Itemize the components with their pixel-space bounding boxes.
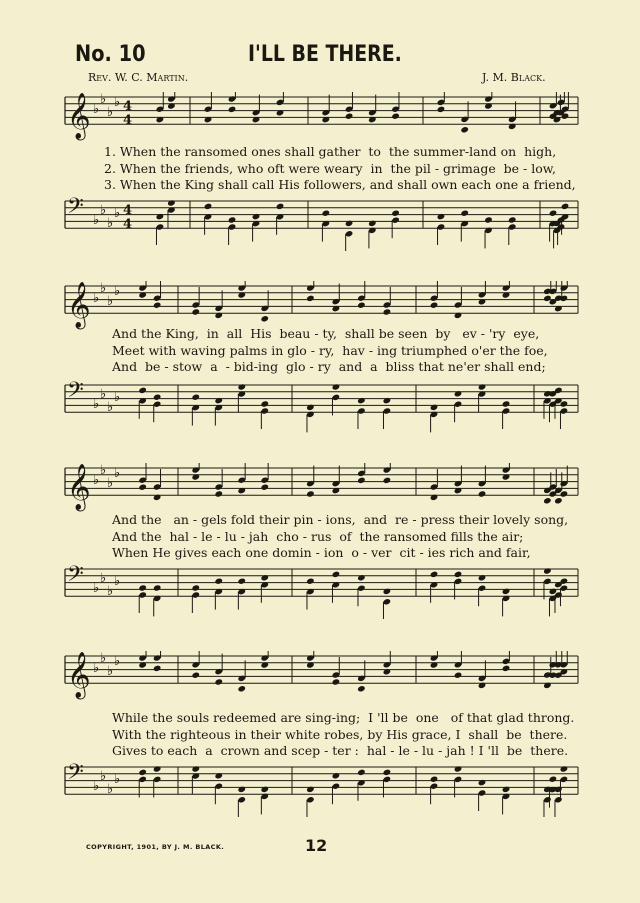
flat-icon: ♭ [100, 92, 107, 107]
bass-staff-4 [0, 762, 640, 817]
note-head [260, 315, 269, 322]
note-head [430, 776, 439, 783]
bass-clef-icon: 𝄢 [67, 564, 84, 592]
note-head [237, 786, 246, 793]
treble-clef-icon: 𝄞 [67, 652, 91, 699]
note-head [306, 295, 315, 302]
flat-icon: ♭ [100, 281, 107, 296]
lyric-verse-3: And be - stow a - bid-ing glo - ry and a bliss that ne'er shall end; [112, 359, 546, 374]
note-head [460, 126, 469, 133]
note-head [478, 574, 487, 581]
flat-icon: ♭ [100, 571, 107, 586]
note-head [191, 584, 200, 591]
note-head [454, 571, 463, 578]
note-head [237, 383, 246, 390]
note-head [191, 765, 200, 772]
flat-icon: ♭ [100, 769, 107, 784]
note-head [383, 769, 392, 776]
note-head [543, 567, 552, 574]
lyric-verse-3: When He gives each one domin - ion o - ver cit - ies rich and fair, [112, 545, 531, 560]
flat-icon: ♭ [93, 291, 100, 306]
note-head [332, 571, 341, 578]
note-head [332, 772, 341, 779]
note-head [357, 477, 366, 484]
note-head [332, 383, 341, 390]
lyric-verse-2: Meet with waving palms in glo - ry, hav - ing triumphed o'er the foe, [112, 342, 548, 358]
hymn-title: I'LL BE THERE. [248, 42, 402, 67]
note-head [153, 765, 162, 772]
note-head [322, 210, 331, 217]
note-head [554, 786, 563, 793]
bass-staff-2 [0, 380, 640, 435]
flat-icon: ♭ [107, 105, 114, 120]
flat-icon: ♭ [107, 294, 114, 309]
note-head [549, 776, 558, 783]
lyric-verse-3: 3. When the King shall call His followers, and shall own each one a friend, [104, 177, 576, 192]
note-head [430, 571, 439, 578]
flat-icon: ♭ [100, 463, 107, 478]
bass-staff-1 [0, 196, 640, 251]
note-head [228, 216, 237, 223]
note-head [502, 786, 511, 793]
note-head [478, 383, 487, 390]
note-head [357, 302, 366, 309]
lyric-verse-2: 2. When the friends, who oft were weary in the pil - grimage be - low, [104, 160, 556, 176]
note-head [430, 302, 439, 309]
note-head [306, 786, 315, 793]
composer-credit: J. M. Black. [482, 71, 546, 84]
flat-icon: ♭ [107, 664, 114, 679]
lyrics-block-1 [104, 144, 574, 194]
note-head [560, 295, 569, 302]
note-head [214, 772, 223, 779]
note-head [560, 765, 569, 772]
note-head [430, 404, 439, 411]
note-head [306, 490, 315, 497]
note-head [554, 497, 563, 504]
flat-icon: ♭ [107, 584, 114, 599]
note-head [383, 397, 392, 404]
note-head [191, 308, 200, 315]
note-head [306, 578, 315, 585]
lyric-verse-3: Gives to each a crown and scep - ter : hal - le - lu - jah ! I 'll be there. [112, 743, 569, 758]
note-head [502, 400, 511, 407]
note-head [276, 203, 285, 210]
flat-icon: ♭ [100, 203, 107, 218]
note-head [252, 213, 261, 220]
lyric-verse-2: And the hal - le - lu - jah cho - rus of the ransomed fills the air; [112, 528, 524, 544]
treble-staff-2 [0, 281, 640, 331]
hymn-number: No. 10 [75, 42, 146, 67]
time-sig-bottom: 4 [123, 217, 133, 232]
note-head [454, 390, 463, 397]
bass-clef-icon: 𝄢 [67, 762, 84, 790]
lyric-verse-1: And the an - gels fold their pin - ions, and re - press their lovely song, [112, 512, 569, 527]
note-head [237, 685, 246, 692]
time-sig-bottom: 4 [123, 113, 133, 128]
note-head [357, 397, 366, 404]
copyright-notice: COPYRIGHT, 1901, BY J. M. BLACK. [86, 843, 225, 851]
note-head [214, 490, 223, 497]
note-head [156, 213, 165, 220]
note-head [460, 210, 469, 217]
note-head [478, 779, 487, 786]
note-head [391, 113, 400, 120]
note-head [345, 220, 354, 227]
note-head [138, 484, 147, 491]
flat-icon: ♭ [93, 102, 100, 117]
note-head [454, 765, 463, 772]
note-head [437, 213, 446, 220]
note-head [306, 404, 315, 411]
flat-icon: ♭ [114, 654, 121, 669]
treble-staff-3 [0, 463, 640, 513]
note-head [437, 106, 446, 113]
lyric-verse-2: With the righteous in their white robes, by His grace, I shall be there. [112, 726, 568, 742]
note-head [478, 490, 487, 497]
time-sig-top: 4 [123, 99, 133, 114]
note-head [153, 394, 162, 401]
treble-clef-icon: 𝄞 [67, 464, 91, 511]
bass-clef-icon: 𝄢 [67, 196, 84, 224]
flat-icon: ♭ [114, 574, 121, 589]
note-head [454, 672, 463, 679]
note-head [138, 387, 147, 394]
flat-icon: ♭ [114, 206, 121, 221]
flat-icon: ♭ [114, 284, 121, 299]
note-head [357, 769, 366, 776]
flat-icon: ♭ [93, 213, 100, 228]
note-head [543, 497, 552, 504]
note-head [357, 685, 366, 692]
note-head [214, 678, 223, 685]
note-head [332, 678, 341, 685]
note-head [549, 210, 558, 217]
lyrics-block-3 [112, 512, 582, 562]
note-head [260, 484, 269, 491]
flat-icon: ♭ [100, 651, 107, 666]
page-number: 12 [305, 836, 328, 855]
note-head [260, 786, 269, 793]
flat-icon: ♭ [107, 476, 114, 491]
flat-icon: ♭ [107, 400, 114, 415]
note-head [214, 397, 223, 404]
flat-icon: ♭ [93, 473, 100, 488]
treble-clef-icon: 𝄞 [67, 282, 91, 329]
note-head [237, 578, 246, 585]
treble-clef-icon: 𝄞 [67, 93, 91, 140]
flat-icon: ♭ [107, 782, 114, 797]
time-sig-top: 4 [123, 203, 133, 218]
note-head [502, 665, 511, 672]
bass-clef-icon: 𝄢 [67, 380, 84, 408]
note-head [191, 672, 200, 679]
lyrics-block-4 [112, 710, 582, 760]
note-head [561, 203, 570, 210]
flat-icon: ♭ [93, 397, 100, 412]
note-head [228, 106, 237, 113]
bass-staff-3 [0, 564, 640, 619]
flat-icon: ♭ [114, 95, 121, 110]
treble-staff-4 [0, 651, 640, 701]
lyric-verse-1: And the King, in all His beau - ty, shall be seen by ev - 'ry eye, [112, 326, 540, 341]
note-head [260, 574, 269, 581]
note-head [153, 302, 162, 309]
lyric-verse-1: 1. When the ransomed ones shall gather to the summer-land on high, [104, 144, 557, 159]
flat-icon: ♭ [100, 387, 107, 402]
flat-icon: ♭ [93, 779, 100, 794]
note-head [153, 665, 162, 672]
note-head [138, 769, 147, 776]
note-head [357, 574, 366, 581]
lyrics-block-2 [112, 326, 582, 376]
lyric-verse-1: While the souls redeemed are sing-ing; I 'll be one of that glad throng. [112, 710, 575, 725]
flat-icon: ♭ [114, 390, 121, 405]
flat-icon: ♭ [114, 466, 121, 481]
note-head [383, 588, 392, 595]
flat-icon: ♭ [114, 772, 121, 787]
note-head [138, 584, 147, 591]
flat-icon: ♭ [93, 661, 100, 676]
treble-staff-1 [0, 92, 640, 142]
note-head [204, 203, 213, 210]
note-head [214, 578, 223, 585]
note-head [191, 394, 200, 401]
note-head [383, 477, 392, 484]
note-head [260, 400, 269, 407]
note-head [508, 216, 517, 223]
note-head [368, 220, 377, 227]
flat-icon: ♭ [93, 581, 100, 596]
note-head [153, 584, 162, 591]
note-head [345, 113, 354, 120]
flat-icon: ♭ [107, 216, 114, 231]
note-head [383, 308, 392, 315]
note-head [484, 216, 493, 223]
note-head [167, 199, 176, 206]
note-head [391, 210, 400, 217]
lyricist-credit: Rev. W. C. Martin. [88, 71, 189, 84]
note-head [502, 588, 511, 595]
